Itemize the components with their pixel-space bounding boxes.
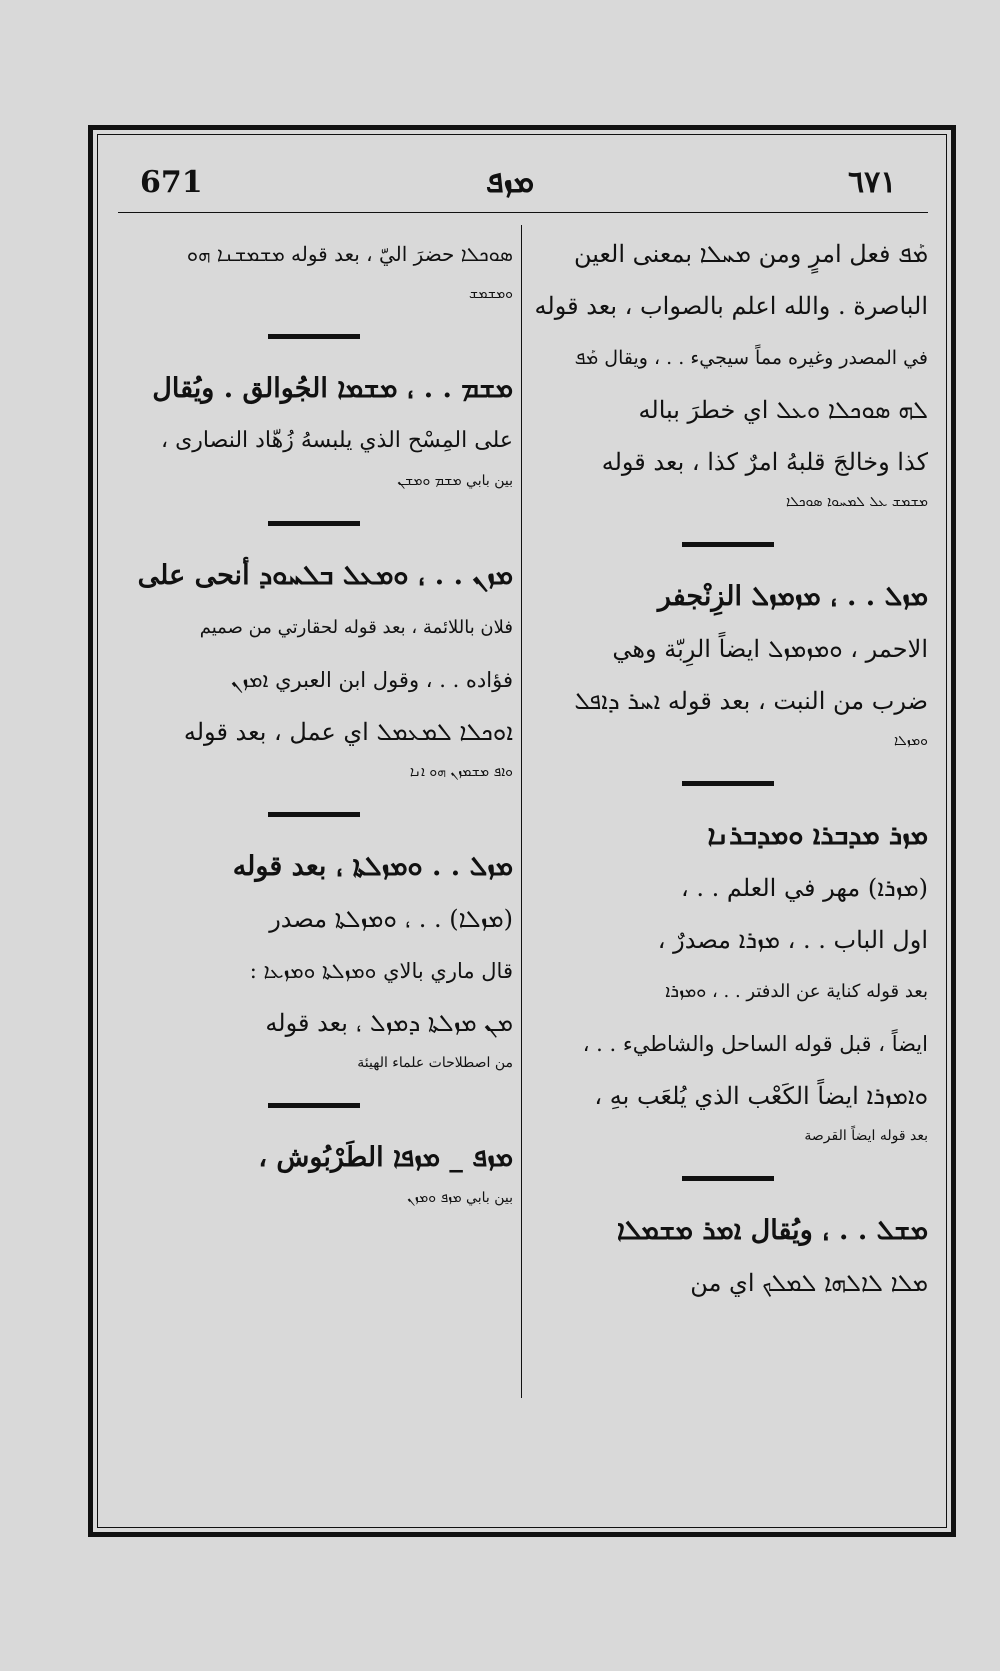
entry-separator	[682, 1176, 774, 1181]
entry-line: بين بابي ܡܙܦ ܘܡܙܢ	[407, 1190, 513, 1206]
column-divider	[521, 225, 522, 1398]
entry	[115, 228, 513, 308]
entry-line: ܡܠܐ ܠܐܠܗܐ ܠܡܠܟ اي من	[690, 1269, 928, 1297]
entry-line: ܘܐܡܙܪܐ ايضاً الكَعْب الذي يُلعَب بهِ ،	[594, 1082, 928, 1110]
entry-separator	[268, 812, 360, 817]
entry-headword-line: ܡܙܪ ܡܕܒܪܐ ܘܡܕܒܪܢܐ	[707, 820, 928, 851]
entry-separator	[268, 1103, 360, 1108]
entry-line: بعد قوله ايضاً القرصة	[804, 1128, 928, 1144]
entry-line: (ܡܙܠܐ) . . ، ܘܡܙܠܬܐ مصدر	[269, 905, 513, 933]
entry	[115, 550, 513, 786]
entry-line: ضرب من النبت ، بعد قوله ܐܚܪ ܕܐܦܠ	[574, 687, 928, 715]
entry-line: ܐܘܟܠܐ ܠܡܥܡܠ اي عمل ، بعد قوله	[183, 718, 513, 746]
entry-line: ܘܐܦ ܡܫܡܙܢ ܗܘ ܐܢܐ	[409, 764, 513, 780]
entry	[528, 810, 928, 1150]
entry-line: الباصرة . والله اعلم بالصواب ، بعد قوله	[534, 292, 928, 320]
entry-line: (ܡܙܪܐ) مهر في العلم . . ،	[680, 874, 928, 902]
entry-line: في المصدر وغيره مماً سيجيء . . ، ويقال ܡܰܦ	[574, 347, 928, 369]
entry	[528, 228, 928, 516]
entry-line: اول الباب . . ، ܡܙܪܐ مصدرٌ ،	[657, 926, 928, 954]
entry-line: الاحمر ، ܘܡܙܡܙܠ ايضاً الرِبّة وهي	[612, 635, 928, 663]
entry-line: ܘܡܫܡܫ	[469, 286, 513, 302]
entry-line: ܡܢ ܡܙܠܬܐ ܕܡܙܠ ، بعد قوله	[265, 1009, 513, 1037]
entry-line: ܘܡܙܠܐ	[893, 733, 928, 749]
entry-line: ܡܰܦ فعل امرٍ ومن ܡܚܠܐ بمعنى العين	[573, 240, 928, 268]
entry-headword-line: ܡܫܠ . . ، ويُقال ܐܡܪ ܡܫܡܠܐ	[616, 1215, 928, 1246]
entry-headword-line: ܡܙܦ _ ܡܙܦܐ الطَرْبُوش ،	[258, 1142, 513, 1173]
entry-line: بعد قوله كناية عن الدفتر . . ، ܘܡܙܪܐ	[665, 981, 928, 1002]
entry-headword-line: ܡܙܢ . . ، ܘܡܥܠ ܒܠܚܘܕ أنحى على	[137, 560, 513, 591]
entry-line: من اصطلاحات علماء الهيئة	[357, 1055, 513, 1071]
entry-line: فؤاده . . ، وقول ابن العبري ܐܡܙܢ	[230, 668, 513, 692]
entry-separator	[268, 334, 360, 339]
entry	[115, 363, 513, 495]
running-head: ܡܙܦ	[485, 162, 535, 200]
entry-line: ܠܗ ܣܘܟܠܐ ܘܥܠ اي خطرَ بباله	[638, 396, 928, 424]
entry-line: ايضاً ، قبل قوله الساحل والشاطيء . . ،	[582, 1032, 928, 1056]
entry-line: قال ماري بالاي ܘܡܙܠܬܐ ܘܡܙܥܐ :	[249, 959, 513, 983]
entry-headword-line: ܡܙܠ . . ܘܡܙܠܬܐ ، بعد قوله	[232, 851, 513, 882]
entry-line: على المِسْح الذي يلبسهُ زُهّاد النصارى ،	[160, 428, 513, 453]
entry	[115, 1132, 513, 1212]
entry-line: كذا وخالجَ قلبهُ امرٌ كذا ، بعد قوله	[601, 448, 928, 476]
entry	[528, 571, 928, 755]
entry-separator	[682, 542, 774, 547]
entry-line: ܡܫܡܫ ܥܠ ܠܡܚܘܐ ܣܘܟܠܐ	[785, 494, 928, 510]
entry-line: بين بابي ܡܫܡ ܘܡܫܢ	[397, 473, 513, 489]
entry-separator	[268, 521, 360, 526]
entry-separator	[682, 781, 774, 786]
page-number-latin: 671	[140, 165, 203, 200]
header-rule	[118, 212, 928, 213]
entry	[528, 1205, 928, 1309]
entry-line: ܣܘܟܠܐ حضرَ اليّ ، بعد قوله ܡܫܡܫܢܐ ܗܘ	[186, 242, 513, 266]
entry-headword-line: ܡܫܡ . . ، ܡܫܡܐ الجُوالق . ويُقال	[152, 373, 513, 404]
entry-headword-line: ܡܙܠ . . ، ܡܙܡܙܠ الزِنْجفر	[657, 581, 928, 612]
entry	[115, 841, 513, 1077]
entry-line: فلان باللائمة ، بعد قوله لحقارتي من صميم	[199, 617, 513, 638]
left-column	[115, 228, 513, 1212]
right-column	[528, 228, 928, 1309]
page-number-arabic: ٦٧١	[848, 165, 897, 200]
